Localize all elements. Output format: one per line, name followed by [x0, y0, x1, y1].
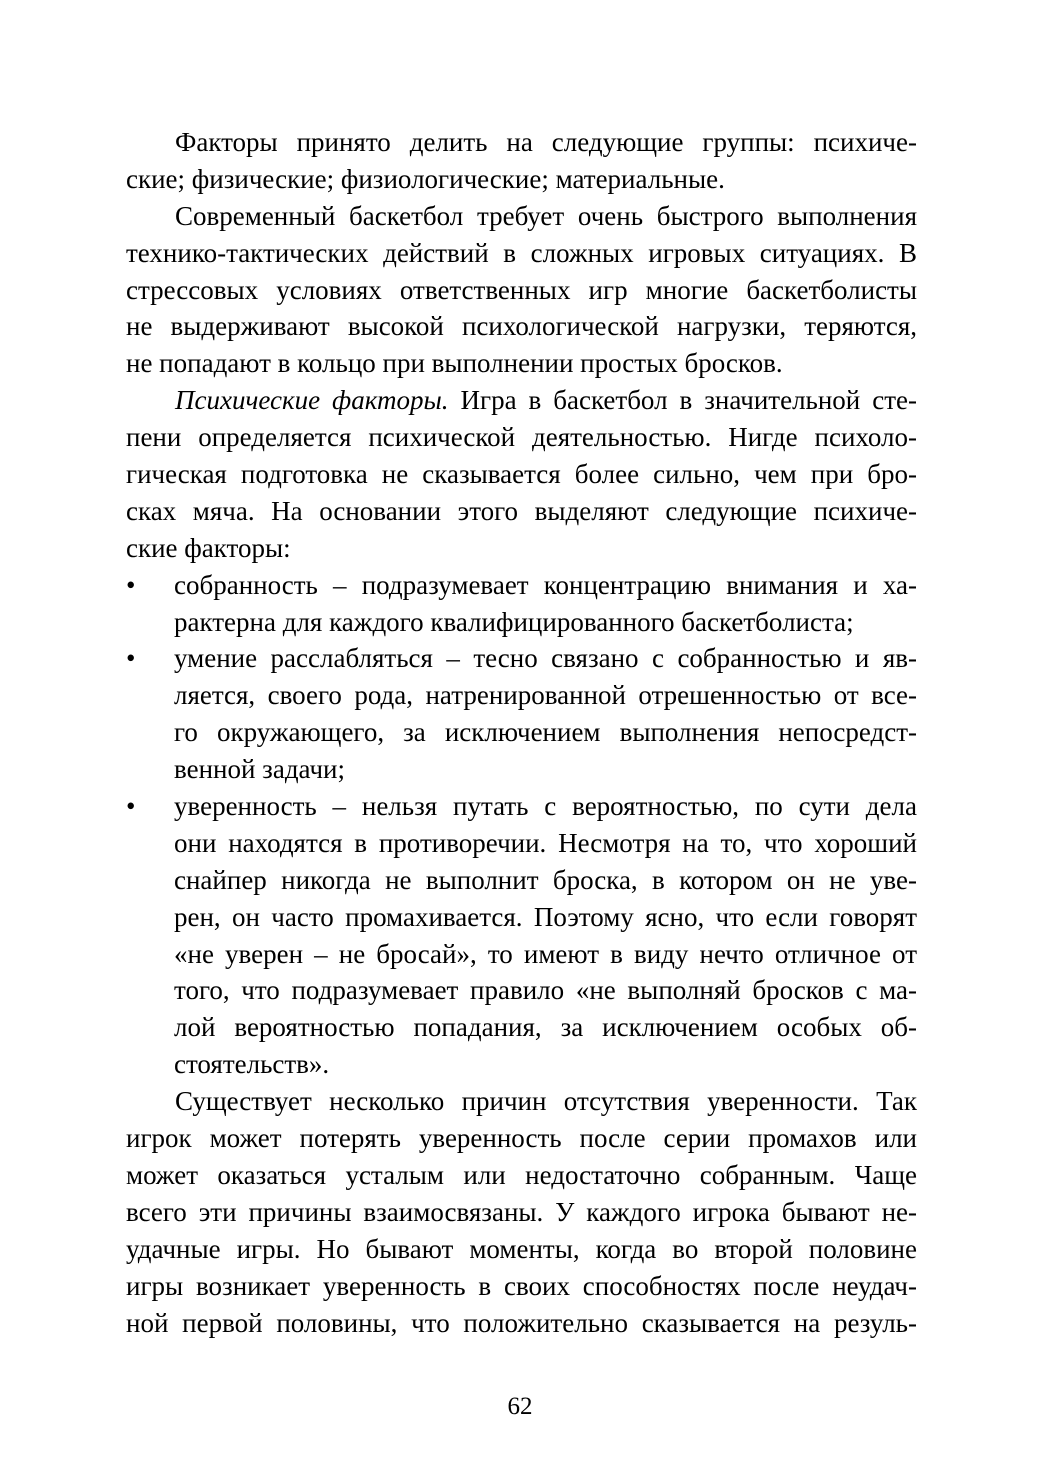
bullet-item-line [126, 640, 917, 677]
line-text: Факторы принято делить на следующие группы: психиче- [175, 127, 917, 157]
text-line [126, 1157, 917, 1194]
line-text: ляется, своего рода, натренированной отрешенностью от все- [174, 680, 917, 711]
line-text: го окружающего, за исключением выполнения непосредст- [174, 717, 917, 748]
text-line [126, 825, 917, 862]
line-text: того, что подразумевает правило «не выполняй бросков с ма- [174, 975, 917, 1006]
text-line [126, 419, 917, 456]
text-line [126, 1120, 917, 1157]
line-text: венной задачи; [174, 754, 345, 785]
line-text: не попадают в кольцо при выполнении простых бросков. [126, 348, 783, 379]
text-line [126, 972, 917, 1009]
text-line [126, 235, 917, 272]
text-line [126, 1268, 917, 1305]
text-line [126, 530, 917, 567]
line-text: может оказаться усталым или недостаточно собранным. Чаще [126, 1159, 917, 1190]
line-text: пени определяется психической деятельностью. Нигде психоло- [126, 422, 917, 453]
text-line [126, 161, 917, 198]
line-text: игры возникает уверенность в своих способностях после неудач- [126, 1270, 917, 1301]
text-line [126, 862, 917, 899]
text-line [126, 124, 917, 161]
text-line [126, 493, 917, 530]
line-text: ной первой половины, что положительно сказывается на резуль- [126, 1307, 917, 1338]
line-text: всего эти причины взаимосвязаны. У каждого игрока бывают не- [126, 1196, 917, 1227]
text-line [126, 751, 917, 788]
line-text: лой вероятностью попадания, за исключением особых об- [174, 1012, 917, 1043]
text-line [126, 456, 917, 493]
line-text: Игра в баскетбол в значительной сте- [448, 385, 917, 416]
line-text: «не уверен – не бросай», то имеют в виду нечто отличное от [174, 938, 917, 969]
line-text: Современный баскетбол требует очень быстрого выполнения [175, 200, 917, 231]
bullet-icon: • [126, 643, 136, 674]
italic-heading: Психические факторы. [175, 385, 449, 416]
body-text [126, 124, 917, 1341]
line-text: ские; физические; физиологические; материальные. [126, 163, 725, 194]
line-text: они находятся в противоречии. Несмотря на то, что хороший [174, 827, 917, 858]
text-line [126, 198, 917, 235]
text-line [126, 1083, 917, 1120]
line-text: не выдерживают высокой психологической нагрузки, теряются, [126, 311, 917, 342]
text-line [126, 714, 917, 751]
text-line [126, 677, 917, 714]
line-text: игрок может потерять уверенность после серии промахов или [126, 1123, 917, 1154]
text-line [126, 272, 917, 309]
line-text: рактерна для каждого квалифицированного баскетболиста; [174, 606, 854, 637]
bullet-icon: • [126, 569, 136, 600]
page-number: 62 [507, 1393, 533, 1420]
text-line [126, 936, 917, 973]
line-text: удачные игры. Но бывают моменты, когда во второй половине [126, 1233, 917, 1264]
line-text: гическая подготовка не сказывается более сильно, чем при бро- [126, 459, 917, 490]
line-text: сках мяча. На основании этого выделяют следующие психиче- [126, 495, 917, 526]
text-line [126, 899, 917, 936]
text-line [126, 1046, 917, 1083]
text-line [126, 1231, 917, 1268]
line-text: собранность – подразумевает концентрацию внимания и ха- [174, 569, 917, 600]
text-line [126, 1305, 917, 1342]
line-text: рен, он часто промахивается. Поэтому ясно, что если говорят [174, 901, 917, 932]
line-text: снайпер никогда не выполнит броска, в котором он не уве- [174, 864, 917, 895]
line-text: стрессовых условиях ответственных игр многие баскетболисты [126, 274, 917, 305]
bullet-icon: • [126, 791, 136, 822]
line-text: Существует несколько причин отсутствия уверенности. Так [175, 1086, 917, 1117]
line-text: технико-тактических действий в сложных игровых ситуациях. В [126, 237, 917, 268]
text-line [126, 308, 917, 345]
text-line [126, 1194, 917, 1231]
line-text: уверенность – нельзя путать с вероятностью, по сути дела [174, 791, 917, 822]
text-line [126, 604, 917, 641]
line-text: ские факторы: [126, 532, 291, 563]
text-line [126, 1009, 917, 1046]
text-line [126, 345, 917, 382]
line-text: умение расслабляться – тесно связано с собранностью и яв- [174, 643, 917, 674]
line-text: стоятельств». [174, 1049, 330, 1080]
bullet-item-line [126, 788, 917, 825]
bullet-item-line [126, 567, 917, 604]
text-line [126, 382, 917, 419]
